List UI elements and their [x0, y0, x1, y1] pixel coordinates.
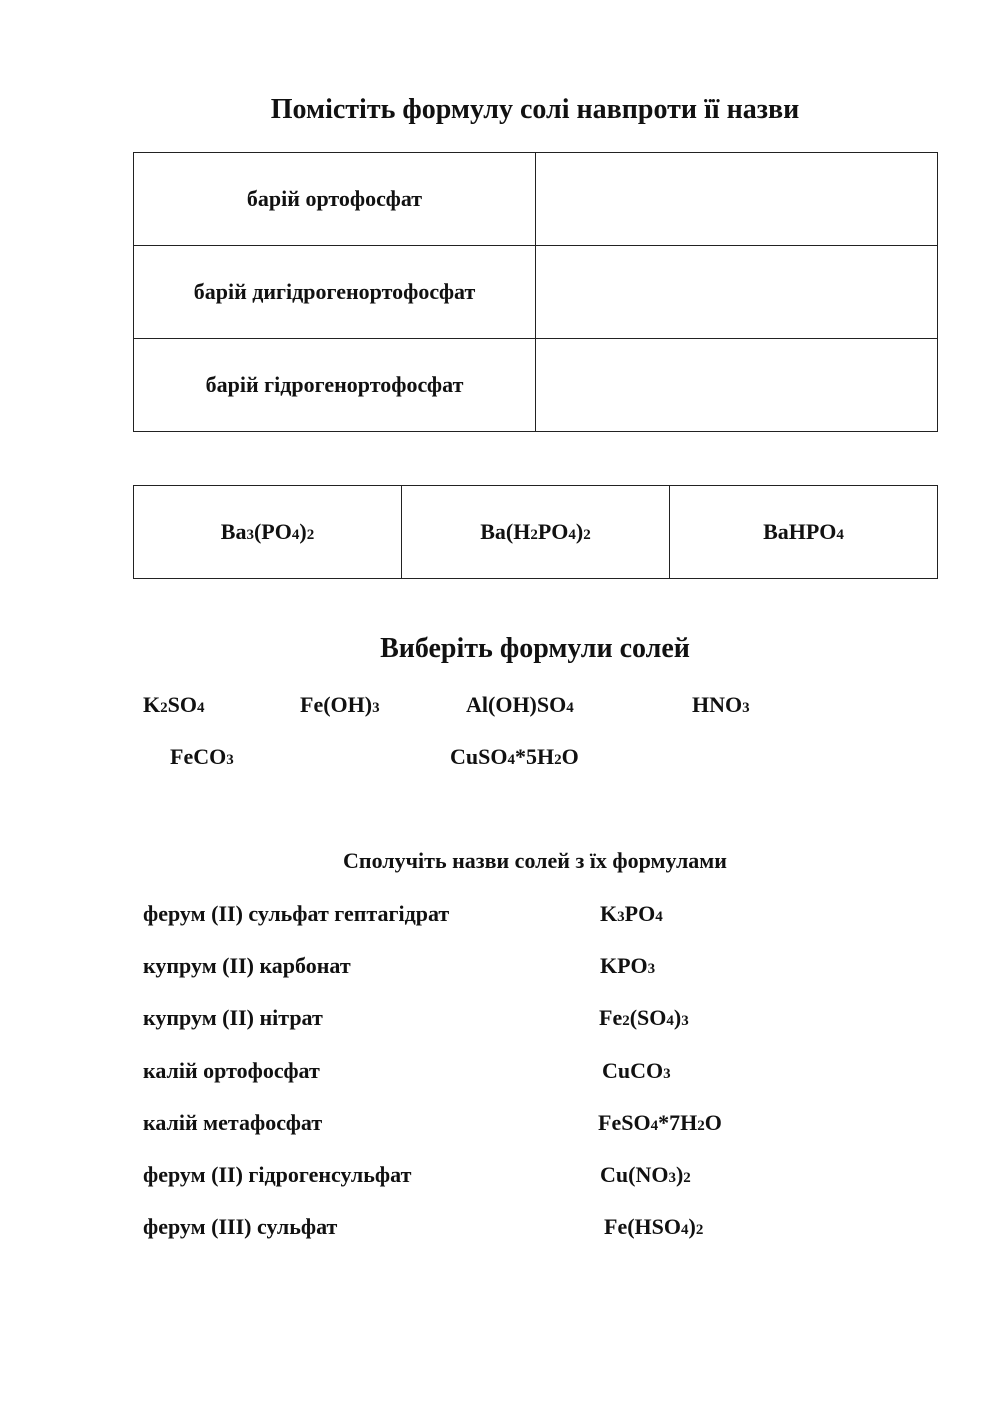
salt-formula[interactable]: CuCO3 [602, 1058, 671, 1083]
salt-name[interactable]: ферум (III) сульфат [143, 1214, 338, 1239]
table-row [134, 486, 938, 579]
salt-formula[interactable]: K3PO4 [600, 901, 663, 926]
salt-name[interactable]: калій ортофосфат [143, 1058, 320, 1083]
formula-choice[interactable]: Fe(OH)3 [300, 692, 380, 717]
formula-option[interactable]: Ba3(PO4)2 [134, 486, 402, 579]
formula-option[interactable]: BaHPO4 [670, 486, 938, 579]
salt-formula[interactable]: FeSO4*7H2O [598, 1110, 722, 1135]
table-row [134, 153, 938, 246]
salt-formula[interactable]: Fe2(SO4)3 [599, 1005, 689, 1030]
formula-option[interactable]: Ba(H2PO4)2 [402, 486, 670, 579]
formula-choice[interactable]: HNO3 [692, 692, 750, 717]
salt-name[interactable]: купрум (II) карбонат [143, 953, 351, 978]
salt-name-cell: барій гідрогенортофосфат [134, 339, 536, 432]
salt-name[interactable]: калій метафосфат [143, 1110, 323, 1135]
salt-formula[interactable]: Fe(HSO4)2 [604, 1214, 704, 1239]
table-row [134, 339, 938, 432]
table-row [134, 246, 938, 339]
salt-name-cell: барій дигідрогенортофосфат [134, 246, 536, 339]
formula-choice[interactable]: CuSO4*5H2O [450, 744, 579, 769]
page-title: Помістіть формулу солі навпроти її назви [270, 94, 800, 125]
salt-name[interactable]: купрум (II) нітрат [143, 1005, 323, 1030]
match-table [133, 152, 938, 432]
salt-name[interactable]: ферум (II) гідрогенсульфат [143, 1162, 412, 1187]
salt-name-cell: барій ортофосфат [134, 153, 536, 246]
drop-target-cell[interactable] [536, 153, 938, 246]
section-title-match: Сполучіть назви солей з їх формулами [343, 848, 727, 873]
formula-options-table [133, 485, 938, 579]
drop-target-cell[interactable] [536, 246, 938, 339]
section-title-select: Виберіть формули солей [380, 633, 690, 664]
salt-formula[interactable]: Cu(NO3)2 [600, 1162, 691, 1187]
salt-formula[interactable]: KPO3 [600, 953, 656, 978]
formula-choice[interactable]: Al(OH)SO4 [466, 692, 574, 717]
formula-choice[interactable]: K2SO4 [143, 692, 205, 717]
salt-name[interactable]: ферум (II) сульфат гептагідрат [143, 901, 450, 926]
formula-choice[interactable]: FeCO3 [170, 744, 234, 769]
drop-target-cell[interactable] [536, 339, 938, 432]
